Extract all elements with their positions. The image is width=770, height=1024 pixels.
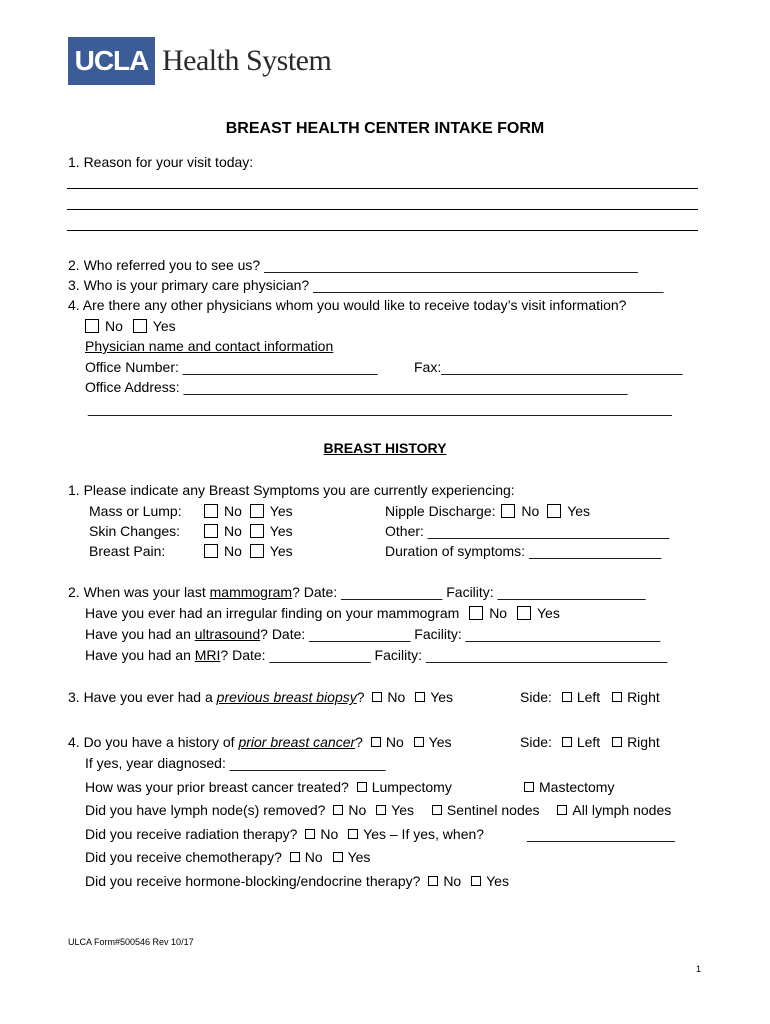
skin-options (204, 523, 293, 539)
mri-fields: ? Date: _____________ Facility: _______________________________ (220, 647, 668, 663)
chemo-label: Did you receive chemotherapy? (85, 849, 282, 865)
form-title: BREAST HEALTH CENTER INTAKE FORM (225, 120, 545, 137)
q4-yes-checkbox[interactable] (133, 319, 147, 333)
yes-label: Yes (567, 503, 591, 519)
us-fields: ? Date: _____________ Facility: _________________________ (260, 626, 661, 642)
skin-label: Skin Changes: (89, 523, 181, 539)
lumpectomy-label: Lumpectomy (371, 779, 452, 795)
yes-label: Yes (391, 802, 414, 818)
no-label: No (304, 849, 323, 865)
chemo-no-checkbox[interactable] (290, 852, 300, 862)
radiation-label: Did you receive radiation therapy? (85, 826, 298, 842)
nipple-row (385, 503, 590, 519)
q4-label: 4. Are there any other physicians whom you would like to receive today’s visit information? (68, 297, 627, 313)
pain-no-checkbox[interactable] (204, 544, 218, 558)
radiation-yes-checkbox[interactable] (348, 829, 358, 839)
ultrasound-row[interactable] (85, 626, 660, 642)
no-label: No (521, 503, 540, 519)
right-label: Right (627, 689, 660, 705)
pain-yes-checkbox[interactable] (250, 544, 264, 558)
no-label: No (443, 873, 462, 889)
radiation-no-checkbox[interactable] (305, 829, 315, 839)
all-lymph-label: All lymph nodes (572, 802, 672, 818)
side-label: Side: (520, 734, 552, 750)
yes-label: Yes (428, 734, 452, 750)
irregular-label: Have you ever had an irregular finding on your mammogram (85, 605, 460, 621)
hormone-yes-checkbox[interactable] (471, 876, 481, 886)
pain-options (204, 543, 293, 559)
mastectomy-option (524, 779, 614, 795)
bh2-text: 2. When was your last (68, 584, 210, 600)
radiation-row (85, 826, 484, 842)
hormone-label: Did you receive hormone-blocking/endocrine therapy? (85, 873, 421, 889)
reason-line-1[interactable] (67, 188, 698, 189)
q2-referred[interactable]: 2. Who referred you to see us? ________________________________________________ (68, 257, 638, 273)
q4-no-checkbox[interactable] (85, 319, 99, 333)
biopsy-right-checkbox[interactable] (612, 692, 622, 702)
yes-label: Yes (347, 849, 371, 865)
nipple-no-checkbox[interactable] (501, 504, 515, 518)
year-diagnosed-field[interactable]: If yes, year diagnosed: ____________________ (85, 755, 386, 771)
reason-line-2[interactable] (67, 209, 698, 210)
lymph-no-checkbox[interactable] (333, 805, 343, 815)
office-number-field[interactable]: Office Number: _________________________ (85, 359, 378, 375)
biopsy-word: previous breast biopsy (216, 689, 357, 705)
cancer-left-checkbox[interactable] (562, 737, 572, 747)
pain-label: Breast Pain: (89, 543, 166, 559)
irregular-yes-checkbox[interactable] (517, 606, 531, 620)
right-label: Right (627, 734, 660, 750)
breast-history-heading: BREAST HISTORY (323, 440, 447, 456)
left-label: Left (576, 734, 601, 750)
other-field[interactable]: Other: _______________________________ (385, 523, 670, 539)
q4-no-label: No (105, 318, 123, 334)
bh4-q: ? (355, 734, 363, 750)
ucla-logo-mark: UCLA (68, 37, 155, 85)
cancer-no-checkbox[interactable] (371, 737, 381, 747)
yes-label: Yes (536, 605, 560, 621)
hormone-no-checkbox[interactable] (428, 876, 438, 886)
us-text: Have you had an (85, 626, 195, 642)
bh3-text: 3. Have you ever had a (68, 689, 217, 705)
nipple-label: Nipple Discharge: (385, 503, 496, 519)
all-lymph-checkbox[interactable] (557, 805, 567, 815)
cancer-right-checkbox[interactable] (612, 737, 622, 747)
no-label: No (320, 826, 339, 842)
office-address-field[interactable]: Office Address: _________________________________________________________ (85, 379, 628, 395)
fax-field[interactable]: Fax:_______________________________ (414, 359, 683, 375)
sentinel-checkbox[interactable] (432, 805, 442, 815)
no-label: No (385, 734, 404, 750)
treated-label: How was your prior breast cancer treated? (85, 779, 349, 795)
physician-contact-label: Physician name and contact information (85, 338, 334, 354)
bh2-row[interactable] (68, 584, 646, 600)
duration-field[interactable]: Duration of symptoms: _________________ (385, 543, 662, 559)
lymph-yes-checkbox[interactable] (376, 805, 386, 815)
mastectomy-label: Mastectomy (539, 779, 615, 795)
radiation-when-field[interactable]: ___________________ (527, 826, 675, 842)
q1-label: 1. Reason for your visit today: (68, 154, 254, 170)
chemo-yes-checkbox[interactable] (333, 852, 343, 862)
no-label: No (387, 689, 406, 705)
q4-options (85, 318, 176, 334)
mammogram-word: mammogram (209, 584, 293, 600)
mass-options (204, 503, 293, 519)
no-label: No (348, 802, 367, 818)
bh2-fields: ? Date: _____________ Facility: ___________________ (292, 584, 646, 600)
page-number: 1 (696, 964, 702, 974)
cancer-yes-checkbox[interactable] (414, 737, 424, 747)
chemo-row (85, 849, 370, 865)
mass-yes-checkbox[interactable] (250, 504, 264, 518)
form-footer: ULCA Form#500546 Rev 10/17 (68, 937, 194, 947)
yes-label: Yes (269, 503, 293, 519)
bh4-row (68, 734, 451, 750)
office-address-line-2[interactable]: ___________________________________________________________________________ (88, 400, 672, 416)
cancer-side (520, 734, 660, 750)
mri-text: Have you had an (85, 647, 195, 663)
sentinel-label: Sentinel nodes (446, 802, 540, 818)
bh4-text: 4. Do you have a history of (68, 734, 239, 750)
reason-line-3[interactable] (67, 230, 698, 231)
yes-label: Yes (430, 689, 454, 705)
left-label: Left (576, 689, 601, 705)
skin-no-checkbox[interactable] (204, 524, 218, 538)
mass-no-checkbox[interactable] (204, 504, 218, 518)
no-label: No (224, 503, 242, 519)
yes-label: Yes (486, 873, 509, 889)
irregular-no-checkbox[interactable] (469, 606, 483, 620)
lymph-label: Did you have lymph node(s) removed? (85, 802, 326, 818)
yes-label: Yes (269, 523, 293, 539)
ultrasound-word: ultrasound (194, 626, 261, 642)
irregular-row (85, 605, 560, 621)
treated-row (85, 779, 452, 795)
no-label: No (224, 523, 242, 539)
biopsy-side (520, 689, 660, 705)
biopsy-left-checkbox[interactable] (562, 692, 572, 702)
nipple-yes-checkbox[interactable] (547, 504, 561, 518)
mri-word: MRI (194, 647, 221, 663)
no-label: No (224, 543, 242, 559)
yes-label: Yes (269, 543, 293, 559)
hormone-row (85, 873, 509, 889)
no-label: No (489, 605, 508, 621)
side-label: Side: (520, 689, 552, 705)
mass-label: Mass or Lump: (89, 503, 182, 519)
bh3-q: ? (356, 689, 365, 705)
skin-yes-checkbox[interactable] (250, 524, 264, 538)
bh1-label: 1. Please indicate any Breast Symptoms you are currently experiencing: (68, 482, 515, 498)
biopsy-yes-checkbox[interactable] (415, 692, 425, 702)
cancer-word: prior breast cancer (238, 734, 356, 750)
q3-pcp[interactable]: 3. Who is your primary care physician? _____________________________________________ (68, 277, 664, 293)
biopsy-no-checkbox[interactable] (372, 692, 382, 702)
q4-yes-label: Yes (152, 318, 176, 334)
mri-row[interactable] (85, 647, 667, 663)
mastectomy-checkbox[interactable] (524, 782, 534, 792)
lymph-row (85, 802, 671, 818)
bh3-row (68, 689, 453, 705)
yes-when-label: Yes – If yes, when? (363, 826, 485, 842)
logo-text: Health System (162, 44, 332, 77)
lumpectomy-checkbox[interactable] (357, 782, 367, 792)
